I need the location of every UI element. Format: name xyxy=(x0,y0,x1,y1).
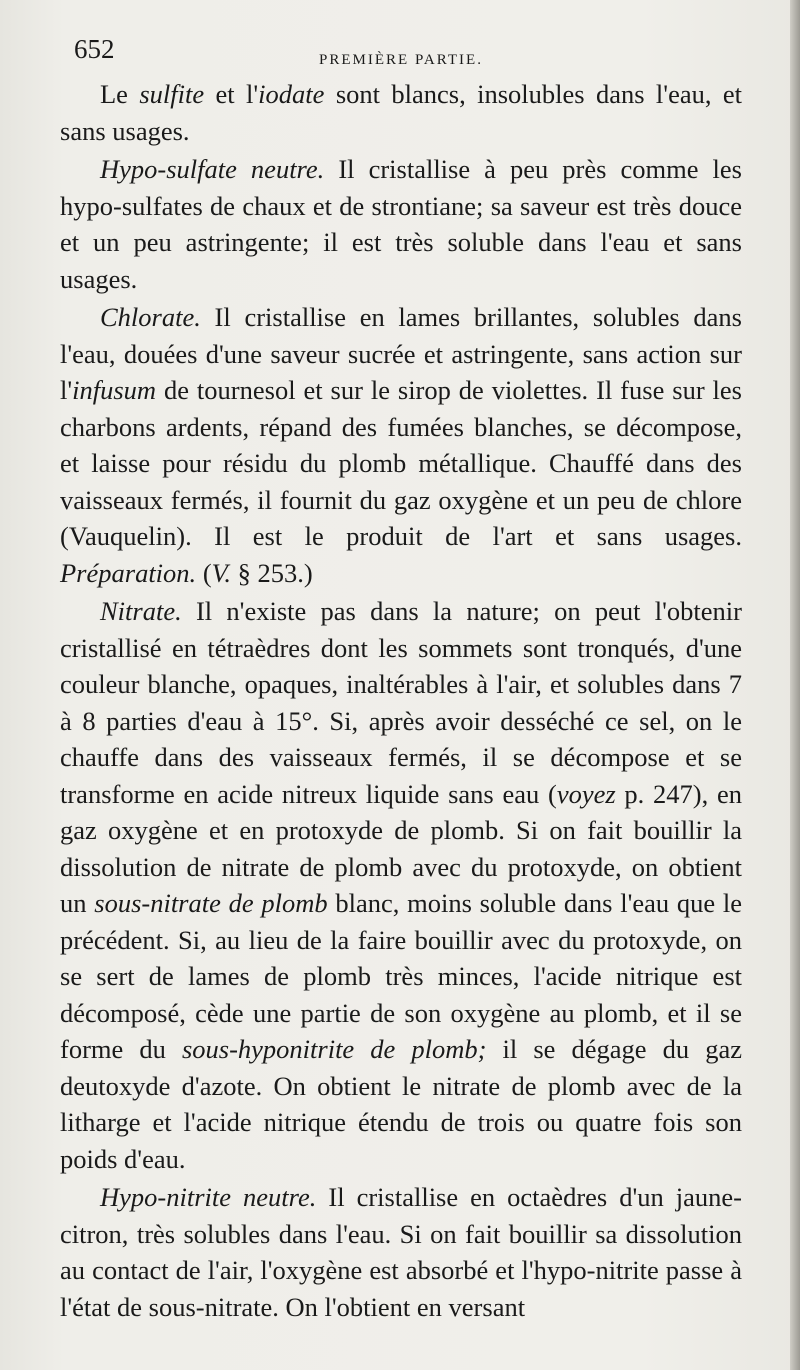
text-run: et l' xyxy=(204,79,259,109)
text-run: sont blancs, insolubles dans l'eau, et sans usages. xyxy=(60,79,742,146)
paragraph xyxy=(60,1179,742,1325)
italic-term: Hypo-sulfate neutre. xyxy=(100,154,325,184)
italic-term: Hypo-nitrite neutre. xyxy=(100,1182,317,1212)
italic-term: Chlorate. xyxy=(100,302,201,332)
page-header xyxy=(60,28,742,76)
text-run: Il n'existe pas dans la nature; on peut l'obtenir cristallisé en tétraèdres dont les sommets sont tronqués, d'une couleur blanche, opaques, inaltérables à l'air, et solubles dans 7 à 8 parties d'eau à 15°. Si, après avoir desséché ce sel, on le chauffe dans des vaisseaux fermés, il se décompose et se transforme en acide nitreux liquide sans eau ( xyxy=(60,596,742,809)
text-run: Il cristallise en octaèdres d'un jaune-citron, très solubles dans l'eau. Si on fait bouillir sa dissolution au contact de l'air, l'oxygène est absorbé et l'hypo-nitrite passe à l'état de sous-nitrate. On l'obtient en versant xyxy=(60,1182,742,1322)
page-spine-shadow xyxy=(790,0,800,1370)
italic-term: sulfite xyxy=(139,79,205,109)
body-text xyxy=(60,76,742,1325)
italic-term: iodate xyxy=(258,79,325,109)
italic-term: V. xyxy=(211,557,232,588)
italic-term: Préparation. xyxy=(60,557,197,588)
text-run: p. 247), en gaz oxygène et en protoxyde de plomb. Si on fait bouillir la dissolution de nitrate de plomb avec du protoxyde, on obtient un xyxy=(60,778,742,918)
italic-term: sous-nitrate de plomb xyxy=(94,888,328,918)
italic-term: Nitrate. xyxy=(100,596,182,626)
text-run: Le xyxy=(100,79,140,109)
text-run: Il cristallise en lames brillantes, solubles dans l'eau, douées d'une saveur sucrée et astringente, sans action sur l' xyxy=(60,302,742,405)
paragraph xyxy=(60,151,742,297)
text-run: Il cristallise à peu près comme les hypo-sulfates de chaux et de strontiane; sa saveur est très douce et un peu astringente; il est très soluble dans l'eau et sans usages. xyxy=(60,154,742,294)
running-head: PREMIÈRE PARTIE. xyxy=(319,52,483,68)
italic-term: infusum xyxy=(72,375,157,405)
paragraph xyxy=(60,76,742,149)
text-run: § 253.) xyxy=(231,557,313,588)
paragraph xyxy=(60,299,742,591)
page-number: 652 xyxy=(74,34,115,64)
italic-term: voyez xyxy=(556,778,616,809)
text-run: blanc, moins soluble dans l'eau que le précédent. Si, au lieu de la faire bouillir avec du protoxyde, on se sert de lames de plomb très minces, l'acide nitrique est décomposé, cède une partie de son oxygène au plomb, et il se forme du xyxy=(60,888,743,1064)
text-run: de tournesol et sur le sirop de violettes. Il fuse sur les charbons ardents, répand des fumées blanches, se décompose, et laisse pour résidu du plomb métallique. Chauffé dans des vaisseaux fermés, il fournit du gaz oxygène et un peu de chlore (Vauquelin). Il est le produit de l'art et sans usages. xyxy=(60,375,742,551)
text-run: ( xyxy=(196,557,212,588)
italic-term: sous-hyponitrite de plomb; xyxy=(181,1034,487,1064)
paragraph xyxy=(60,593,742,1177)
text-run: il se dégage du gaz deutoxyde d'azote. On obtient le nitrate de plomb avec de la litharge et l'acide nitrique étendu de trois ou quatre fois son poids d'eau. xyxy=(60,1034,742,1174)
